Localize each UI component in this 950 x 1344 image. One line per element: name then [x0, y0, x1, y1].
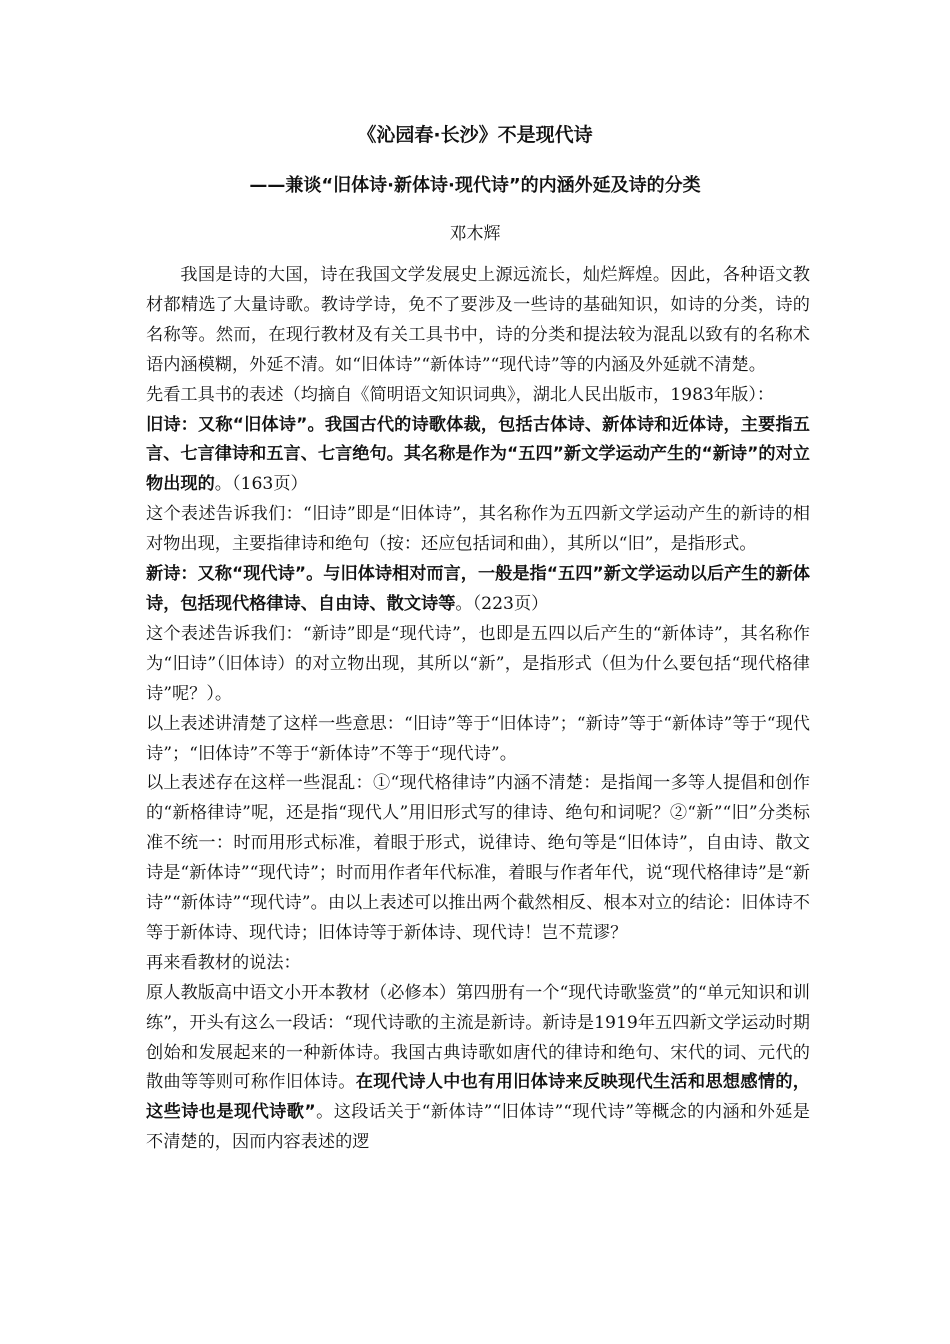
- paragraph-summary: 以上表述讲清楚了这样一些意思：“旧诗”等于“旧体诗”；“新诗”等于“新体诗”等于“现代诗”；“旧体诗”不等于“新体诗”不等于“现代诗”。: [146, 713, 810, 764]
- old-poem-definition-text: 旧诗：又称“旧体诗”。我国古代的诗歌体裁，包括古体诗、新体诗和近体诗，主要指五言、七言律诗和五言、七言绝句。其名称是作为“五四”新文学运动产生的“新诗”的对立物出现的: [146, 414, 810, 495]
- old-poem-definition-page: 。（163页）: [214, 474, 308, 495]
- paragraph-new-poem-definition: [146, 560, 810, 620]
- textbook-quote-bold: 在现代诗人中也有用旧体诗来反映现代生活和思想感情的，这些诗也是现代诗歌”: [146, 1072, 810, 1123]
- paragraph-old-poem-analysis: 这个表述告诉我们：“旧诗”即是“旧体诗”，其名称作为五四新文学运动产生的新诗的相对物出现，主要指律诗和绝句（按：还应包括词和曲），其所以“旧”，是指形式。: [146, 504, 810, 555]
- paragraph-confusion: 以上表述存在这样一些混乱：①“现代格律诗”内涵不清楚：是指闻一多等人提倡和创作的“新格律诗”呢，还是指“现代人”用旧形式写的律诗、绝句和词呢？②“新”“旧”分类标准不统一：时而用形式标准，着眼于形式，说律诗、绝句等是“旧体诗”，自由诗、散文诗是“新体诗”“现代诗”；时而用作者年代标准，着眼与作者年代，说“现代格律诗”是“新诗”“新体诗”“现代诗”。由以上表述可以推出两个截然相反、根本对立的结论：旧体诗不等于新体诗、现代诗；旧体诗等于新体诗、现代诗！岂不荒谬？: [146, 773, 810, 943]
- paragraph-textbook-quote: [146, 979, 810, 1158]
- paragraph-new-poem-analysis: 这个表述告诉我们：“新诗”即是“现代诗”，也即是五四以后产生的“新体诗”，其名称作为“旧诗”（旧体诗）的对立物出现，其所以“新”，是指形式（但为什么要包括“现代格律诗”呢？）。: [146, 623, 810, 704]
- textbook-quote-end: 。这段话关于“新体诗”“旧体诗”“现代诗”等概念的内涵和外延是不清楚的，因而内容表述的逻: [146, 1102, 810, 1153]
- document-title: 《沁园春·长沙》不是现代诗: [357, 124, 593, 146]
- document-author: 邓木辉: [449, 224, 501, 244]
- paragraph-textbook-intro: 再来看教材的说法：: [146, 952, 301, 973]
- document-subtitle: ——兼谈“旧体诗·新体诗·现代诗”的内涵外延及诗的分类: [249, 175, 701, 196]
- paragraph-reference-source: 先看工具书的表述（均摘自《简明语文知识词典》，湖北人民出版市，1983年版）：: [146, 384, 775, 405]
- document-body: [146, 261, 810, 1158]
- new-poem-definition-page: 。（223页）: [455, 593, 549, 614]
- textbook-quote-start: 原人教版高中语文小开本教材（必修本）第四册有一个“现代诗歌鉴赏”的“单元知识和训练”，开头有这么一段话：“现代诗歌的主流是新诗。新诗是1919年五四新文学运动时期创始和发展起来的一种新体诗。我国古典诗歌如唐代的律诗和绝句、宋代的词、元代的散曲等等则可称作旧体诗。: [146, 982, 810, 1093]
- new-poem-definition-text: 新诗：又称“现代诗”。与旧体诗相对而言，一般是指“五四”新文学运动以后产生的新体诗，包括现代格律诗、自由诗、散文诗等: [146, 564, 810, 614]
- paragraph-intro: 我国是诗的大国，诗在我国文学发展史上源远流长，灿烂辉煌。因此，各种语文教材都精选了大量诗歌。教诗学诗，免不了要涉及一些诗的基础知识，如诗的分类，诗的名称等。然而，在现行教材及有关工具书中，诗的分类和提法较为混乱以致有的名称术语内涵模糊，外延不清。如“旧体诗”“新体诗”“现代诗”等的内涵及外延就不清楚。: [146, 265, 810, 375]
- paragraph-old-poem-definition: [146, 411, 810, 501]
